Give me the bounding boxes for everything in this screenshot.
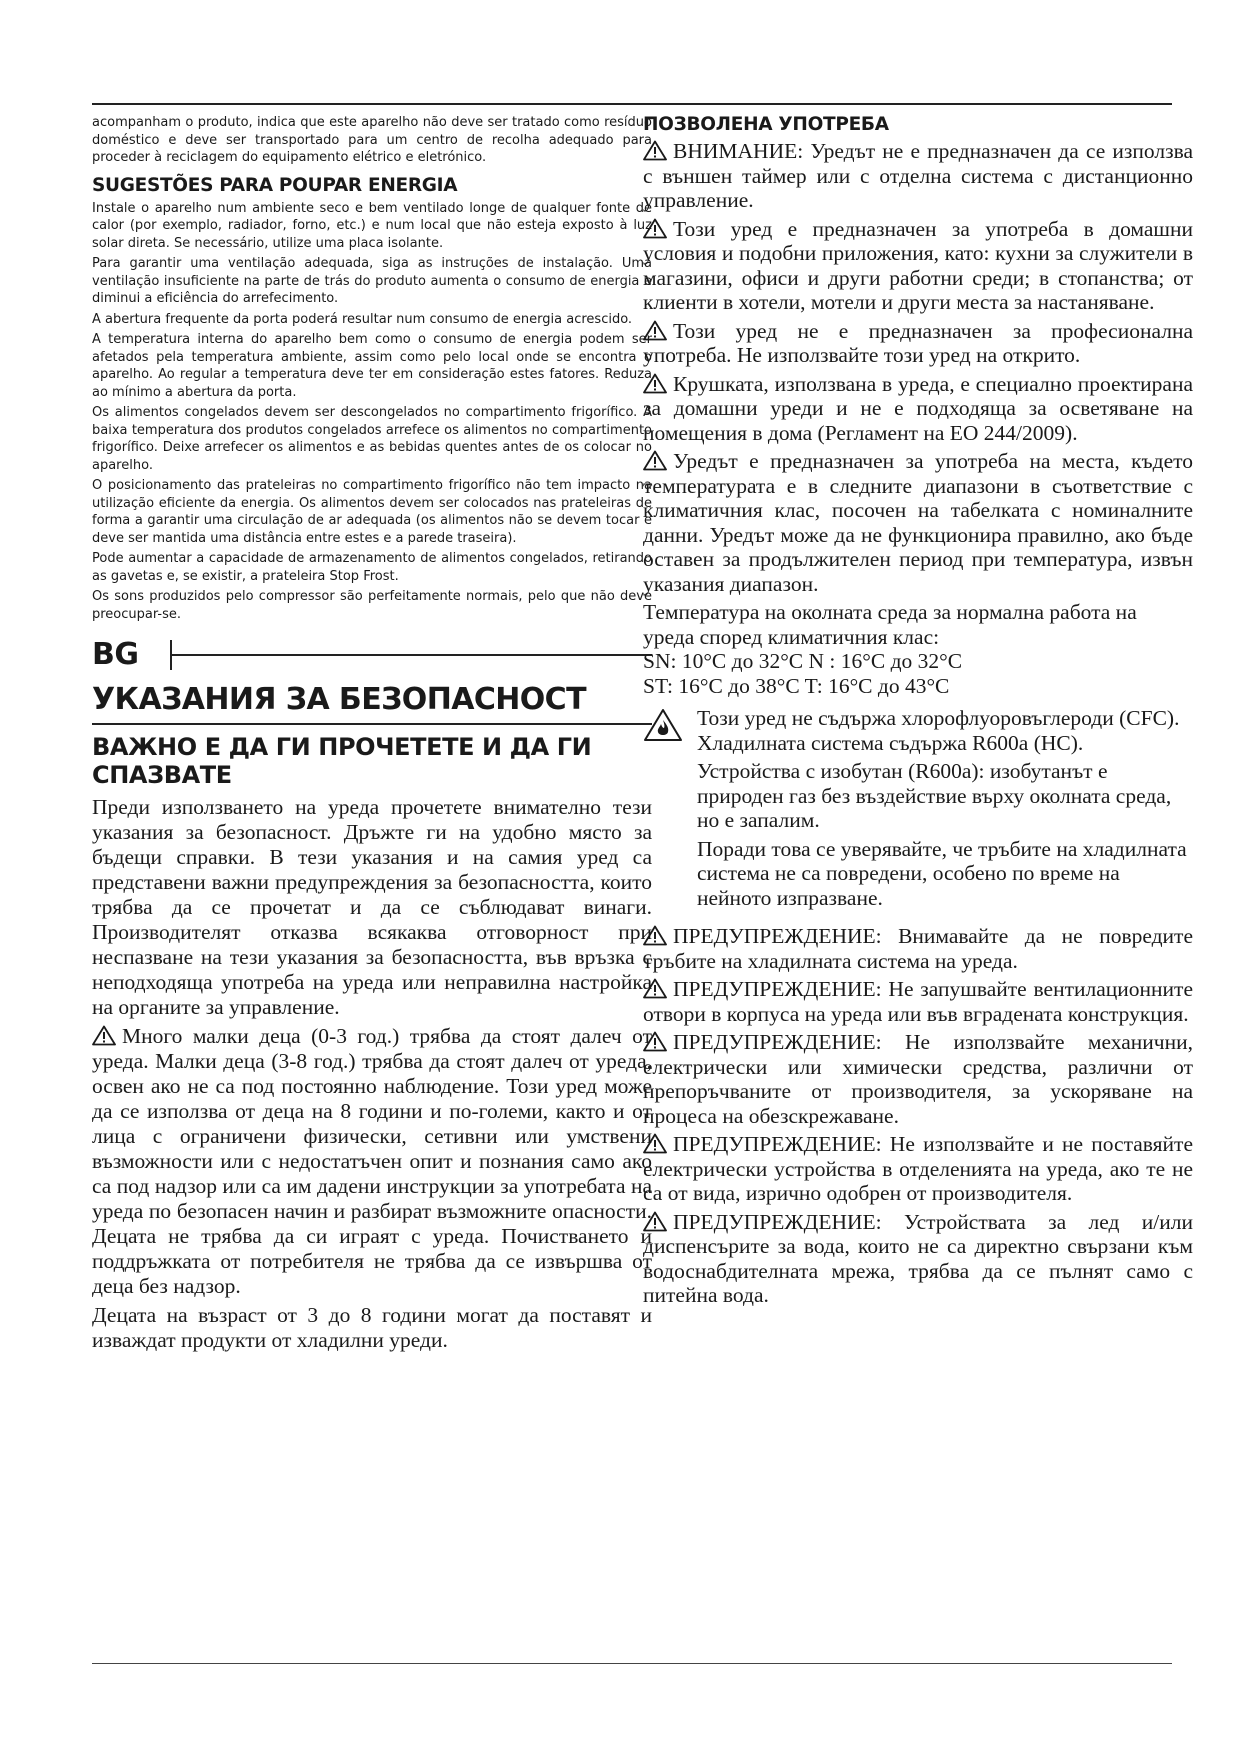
bg-title-rule xyxy=(92,723,652,725)
warning-item xyxy=(643,1132,1193,1206)
flammable-refrigerant-text xyxy=(697,706,1193,914)
warning-triangle-icon xyxy=(643,373,667,394)
pt-paragraph: Os sons produzidos pelo compressor são perfeitamente normais, pelo que não deve preocupar-se. xyxy=(92,589,652,622)
warning-text: ПРЕДУПРЕЖДЕНИЕ: Не запушвайте вентилационните отвори в корпуса на уреда или във вградената конструкция. xyxy=(643,977,1193,1026)
bg-safety-subtitle: ВАЖНО Е ДА ГИ ПРОЧЕТЕТЕ И ДА ГИ СПАЗВАТЕ xyxy=(92,733,592,789)
bg-safety-title: УКАЗАНИЯ ЗА БЕЗОПАСНОСТ xyxy=(92,682,586,717)
top-rule xyxy=(92,103,1172,105)
pt-paragraph: A abertura frequente da porta poderá resultar num consumo de energia acrescido. xyxy=(92,311,633,327)
ambient-temperature-text: Температура на околната среда за нормална работа на уреда според климатичния клас: xyxy=(643,600,1137,649)
warning-item xyxy=(643,1210,1193,1308)
warning-triangle-icon xyxy=(643,450,667,471)
warning-triangle-icon xyxy=(643,320,667,341)
warning-text: Крушката, използвана в уреда, е специално проектирана за домашни уреди и не е подходяща за осветяване на помещения в дома (Регламент на ЕО 244/2009). xyxy=(643,371,1193,445)
pt-paragraph: Para garantir uma ventilação adequada, siga as instruções de instalação. Uma ventilação insuficiente na parte de trás do produto aumenta o consumo de energia e diminui a eficiência do arrefecimento. xyxy=(92,256,652,306)
bg-language-code: BG xyxy=(92,637,139,672)
bg-marker-line xyxy=(170,654,652,656)
warning-item xyxy=(643,372,1193,446)
warning-text: ПРЕДУПРЕЖДЕНИЕ: Внимавайте да не повредите тръбите на хладилната система на уреда. xyxy=(643,924,1193,973)
warning-item xyxy=(643,449,1193,596)
pt-paragraph: Pode aumentar a capacidade de armazenamento de alimentos congelados, retirando as gavetas e, se existir, a prateleira Stop Frost. xyxy=(92,551,652,584)
warning-item xyxy=(643,319,1193,368)
permitted-use-heading: ПОЗВОЛЕНА УПОТРЕБА xyxy=(643,114,889,135)
warning-item xyxy=(643,977,1193,1026)
flammable-refrigerant-block xyxy=(643,706,1193,914)
warning-item xyxy=(643,217,1193,315)
warning-triangle-icon xyxy=(643,1031,667,1052)
warning-item xyxy=(643,924,1193,973)
climate-class-line: ST: 16°C до 38°C T: 16°C до 43°C xyxy=(643,673,950,698)
warning-triangle-icon xyxy=(643,1211,667,1232)
warning-text: Този уред е предназначен за употреба в домашни условия и подобни приложения, като: кухни за служители в магазини, офиси и други работни среди; в стопанства; от клиенти в хотели, мотели и други места за настаняване. xyxy=(643,216,1193,314)
bg-intro-paragraph: Преди използването на уреда прочетете внимателно тези указания за безопасност. Дръжте ги на удобно място за бъдещи справки. В тези указания и на самия уред са представени важни предупреждения за безопасността, които трябва да се прочетат и да се съблюдават винаги. Производителят отказва всякаква отговорност при неспазване на тези указания за безопасността, във връзка с неподходяща употреба на уреда или неправилна настройка на органите за управление. xyxy=(92,795,652,1019)
warning-item xyxy=(643,1030,1193,1128)
right-column xyxy=(643,114,1193,1312)
warning-text: Уредът е предназначен за употреба на места, където температурата е в следните диапазони в съответствие с климатичния клас, посочен на табелката с номиналните данни. Уредът може да не функционира правилно, ако бъде оставен за продължителен период при температура, извън указания диапазон. xyxy=(643,449,1193,596)
warning-triangle-icon xyxy=(643,925,667,946)
climate-class-line: SN: 10°C до 32°C N : 16°C до 32°C xyxy=(643,649,963,673)
left-column xyxy=(92,114,652,1357)
warning-triangle-icon xyxy=(643,1133,667,1154)
pipes-paragraph: Поради това се уверявайте, че тръбите на хладилната система не са повредени, особено по време на нейното изпразване. xyxy=(697,836,1187,910)
bg-children-loading-paragraph: Децата на възраст от 3 до 8 години могат да поставят и изваждат продукти от хладилни уреди. xyxy=(92,1303,652,1352)
warning-text: ПРЕДУПРЕЖДЕНИЕ: Устройствата за лед и/или диспенсърите за вода, които не са директно свързани към водоснабдителната мрежа, трябва да се пълнят само с питейна вода. xyxy=(643,1209,1193,1307)
bg-language-marker xyxy=(92,637,652,672)
warning-text: ПРЕДУПРЕЖДЕНИЕ: Не използвайте и не поставяйте електрически устройства в отделенията на уреда, ако те не са от вида, изрично одобрен от производителя. xyxy=(643,1132,1193,1205)
bottom-rule xyxy=(92,1663,1172,1664)
pt-paragraph: O posicionamento das prateleiras no compartimento frigorífico não tem impacto na utilização eficiente da energia. Os alimentos devem ser colocados nas prateleiras de forma a garantir uma circulação de ar adequada (os alimentos não se devem tocar e deve ser mantida uma distância entre estes e a parede traseira). xyxy=(92,478,652,546)
warning-text: Този уред не е предназначен за професионална употреба. Не използвайте този уред на открито. xyxy=(643,318,1193,367)
bg-children-warning-text: Много малки деца (0-3 год.) трябва да стоят далеч от уреда. Малки деца (3-8 год.) трябва да стоят далеч от уреда, освен ако не са под постоянно наблюдение. Този уред може да се използва от деца на 8 години и по-големи, както и от лица с ограничени физически, сетивни или умствени възможности или с недостатъчен опит и познания само ако са под надзор или са им дадени инструкции за употребата на уреда по безопасен начин и разбират възможните опасности. Децата не трябва да си играят с уреда. Почистването и поддръжката от потребителя не трябва да се извършва от деца без надзор. xyxy=(92,1024,652,1298)
flammable-warning-icon xyxy=(643,708,683,742)
warning-text: ВНИМАНИЕ: Уредът не е предназначен да се използва с външен таймер или с отделна система с дистанционно управление. xyxy=(643,139,1193,212)
warning-triangle-icon xyxy=(92,1025,116,1046)
cfc-paragraph: Този уред не съдържа хлорофлуоровъглероди (CFC). Хладилната система съдържа R600a (HC). xyxy=(697,706,1180,755)
warning-text: ПРЕДУПРЕЖДЕНИЕ: Не използвайте механични, електрически или химически средства, различни от препоръчваните от производителя, за ускоряване на процеса на обезскрежаване. xyxy=(643,1030,1193,1128)
pt-energy-heading: SUGESTÕES PARA POUPAR ENERGIA xyxy=(92,174,458,196)
isobutane-paragraph: Устройства с изобутан (R600a): изобутанът е природен газ без въздействие върху околната среда, но е запалим. xyxy=(697,759,1172,832)
warning-triangle-icon xyxy=(643,218,667,239)
pt-paragraph: Instale o aparelho num ambiente seco e bem ventilado longe de qualquer fonte de calor (por exemplo, radiador, forno, etc.) e num local que não esteja exposto à luz solar direta. Se necessário, utilize uma placa isolante. xyxy=(92,200,652,251)
warning-triangle-icon xyxy=(643,140,667,161)
warning-triangle-icon xyxy=(643,978,667,999)
pt-paragraph: Os alimentos congelados devem ser descongelados no compartimento frigorífico. A baixa temperatura dos produtos congelados arrefece os alimentos no compartimento frigorífico. Deixe arrefecer os alimentos e as bebidas quentes antes de os colocar no aparelho. xyxy=(92,405,652,473)
pt-paragraph: A temperatura interna do aparelho bem como o consumo de energia podem ser afetados pela temperatura ambiente, assim como pelo local onde se encontra o aparelho. Ao regular a temperatura deve ter em consideração estes fatores. Reduza ao mínimo a abertura da porta. xyxy=(92,332,652,400)
pt-recycling-paragraph: acompanham o produto, indica que este aparelho não deve ser tratado como resíduo doméstico e deve ser transportado para um centro de recolha adequado para proceder à reciclagem do equipamento elétrico e eletrónico. xyxy=(92,115,652,165)
bg-children-warning xyxy=(92,1024,652,1299)
warning-item xyxy=(643,139,1193,213)
